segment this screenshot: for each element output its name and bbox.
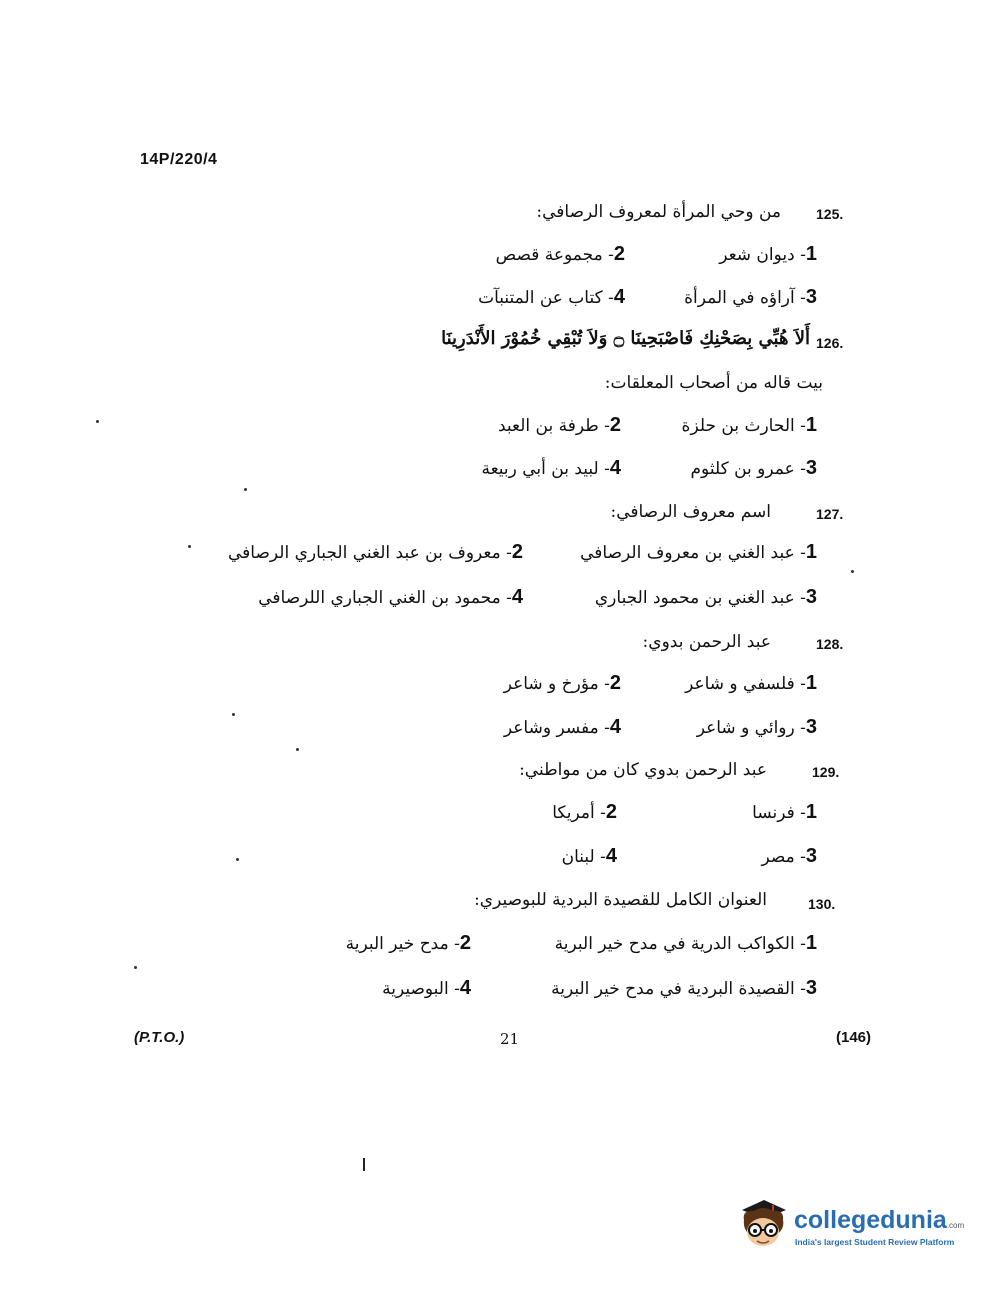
option-3 bbox=[691, 457, 817, 480]
option-1 bbox=[752, 801, 817, 824]
scan-speck bbox=[851, 570, 854, 573]
option-number: 1 bbox=[805, 541, 817, 563]
question-number: 126. bbox=[816, 335, 844, 351]
question-stem: اسم معروف الرصافي: bbox=[610, 502, 771, 522]
mascot-icon bbox=[734, 1196, 792, 1256]
question-stem: العنوان الكامل للقصيدة البردية للبوصيري: bbox=[474, 890, 767, 910]
option-text: - كتاب عن المتنبآت bbox=[478, 288, 614, 308]
option-number: 3 bbox=[805, 586, 817, 608]
logo-wordmark bbox=[794, 1206, 964, 1235]
option-number: 4 bbox=[609, 457, 621, 479]
question-number: 130. bbox=[808, 896, 836, 912]
option-number: 3 bbox=[805, 845, 817, 867]
option-number: 2 bbox=[459, 932, 471, 954]
question-stem: بيت قاله من أصحاب المعلقات: bbox=[604, 373, 823, 393]
option-text: - القصيدة البردية في مدح خير البرية bbox=[551, 979, 806, 999]
option-2 bbox=[498, 414, 621, 437]
option-text: - فرنسا bbox=[752, 803, 806, 823]
option-1 bbox=[719, 243, 817, 266]
option-text: - عبد الغني بن محمود الجباري bbox=[594, 588, 806, 608]
logo-name: collegedunia bbox=[794, 1206, 947, 1234]
option-number: 4 bbox=[609, 716, 621, 738]
option-text: - محمود بن الغني الجباري اللرصافي bbox=[258, 588, 512, 608]
option-text: - أمريكا bbox=[552, 803, 606, 823]
option-text: - آراؤه في المرأة bbox=[684, 288, 806, 308]
option-4 bbox=[478, 286, 625, 309]
option-text: - عبد الغني بن معروف الرصافي bbox=[580, 543, 806, 563]
option-text: - الحارث بن حلزة bbox=[681, 416, 806, 436]
option-2 bbox=[552, 801, 617, 824]
option-text: - البوصيرية bbox=[382, 979, 460, 999]
option-1 bbox=[555, 932, 817, 955]
option-text: - مدح خير البرية bbox=[345, 934, 460, 954]
option-number: 3 bbox=[805, 977, 817, 999]
option-1 bbox=[580, 541, 817, 564]
scan-speck bbox=[232, 713, 235, 716]
option-2 bbox=[504, 672, 621, 695]
question-stem: عبد الرحمن بدوي: bbox=[642, 632, 771, 652]
option-text: - ديوان شعر bbox=[719, 245, 806, 265]
option-1 bbox=[685, 672, 817, 695]
option-4 bbox=[481, 457, 621, 480]
option-number: 1 bbox=[805, 672, 817, 694]
option-number: 2 bbox=[613, 243, 625, 265]
option-4 bbox=[258, 586, 523, 609]
option-number: 3 bbox=[805, 716, 817, 738]
option-text: - عمرو بن كلثوم bbox=[690, 459, 806, 479]
logo-tagline: India's largest Student Review Platform bbox=[795, 1237, 955, 1247]
scan-speck bbox=[96, 420, 99, 423]
option-2 bbox=[228, 541, 523, 564]
question-number: 128. bbox=[816, 636, 844, 652]
option-text: - لبيد بن أبي ربيعة bbox=[481, 459, 610, 479]
option-text: - مفسر وشاعر bbox=[503, 718, 610, 738]
scan-speck bbox=[188, 545, 191, 548]
option-text: - طرفة بن العبد bbox=[497, 416, 610, 436]
option-number: 2 bbox=[609, 672, 621, 694]
page-number: 21 bbox=[500, 1030, 520, 1048]
question-stem: من وحي المرأة لمعروف الرصافي: bbox=[536, 202, 781, 222]
option-text: - لبنان bbox=[561, 847, 606, 867]
option-text: - فلسفي و شاعر bbox=[685, 674, 806, 694]
option-text: - معروف بن عبد الغني الجباري الرصافي bbox=[228, 543, 512, 563]
question-number: 129. bbox=[812, 764, 840, 780]
option-number: 2 bbox=[605, 801, 617, 823]
option-4 bbox=[382, 977, 471, 1000]
option-2 bbox=[496, 243, 625, 266]
option-3 bbox=[684, 286, 817, 309]
option-text: - روائي و شاعر bbox=[696, 718, 806, 738]
option-text: - مجموعة قصص bbox=[495, 245, 614, 265]
option-number: 1 bbox=[805, 932, 817, 954]
option-text: - مؤرخ و شاعر bbox=[503, 674, 610, 694]
option-number: 4 bbox=[605, 845, 617, 867]
pto-label: (P.T.O.) bbox=[134, 1029, 185, 1046]
logo-suffix: .com bbox=[946, 1221, 965, 1230]
option-text: - الكواكب الدرية في مدح خير البرية bbox=[554, 934, 806, 954]
option-number: 4 bbox=[613, 286, 625, 308]
scan-speck bbox=[296, 748, 299, 751]
paper-code: 14P/220/4 bbox=[140, 151, 218, 168]
option-3 bbox=[595, 586, 817, 609]
option-number: 1 bbox=[805, 801, 817, 823]
scan-speck bbox=[134, 966, 137, 969]
option-number: 2 bbox=[609, 414, 621, 436]
option-3 bbox=[761, 845, 817, 868]
question-number: 125. bbox=[816, 206, 844, 222]
scan-speck bbox=[236, 858, 239, 861]
series-number: (146) bbox=[836, 1029, 872, 1046]
option-number: 4 bbox=[511, 586, 523, 608]
option-number: 3 bbox=[805, 286, 817, 308]
option-3 bbox=[551, 977, 817, 1000]
scan-speck bbox=[244, 488, 247, 491]
option-number: 1 bbox=[805, 414, 817, 436]
question-stem: عبد الرحمن بدوي كان من مواطني: bbox=[519, 760, 767, 780]
option-2 bbox=[346, 932, 471, 955]
option-3 bbox=[697, 716, 817, 739]
option-1 bbox=[682, 414, 817, 437]
option-4 bbox=[562, 845, 617, 868]
poetry-verse: أَلاَ هُبِّي بِصَحْنِكِ فَاصْبَحِينَا ۝ وَلاَ تُبْقِي خُمُوْرَ الأَنْدَرِينَا bbox=[441, 328, 810, 349]
question-number: 127. bbox=[816, 506, 844, 522]
option-number: 2 bbox=[511, 541, 523, 563]
option-number: 1 bbox=[805, 243, 817, 265]
scan-mark bbox=[363, 1158, 365, 1171]
option-4 bbox=[504, 716, 621, 739]
collegedunia-logo bbox=[734, 1196, 965, 1256]
option-text: - مصر bbox=[761, 847, 806, 867]
option-number: 4 bbox=[459, 977, 471, 999]
option-number: 3 bbox=[805, 457, 817, 479]
